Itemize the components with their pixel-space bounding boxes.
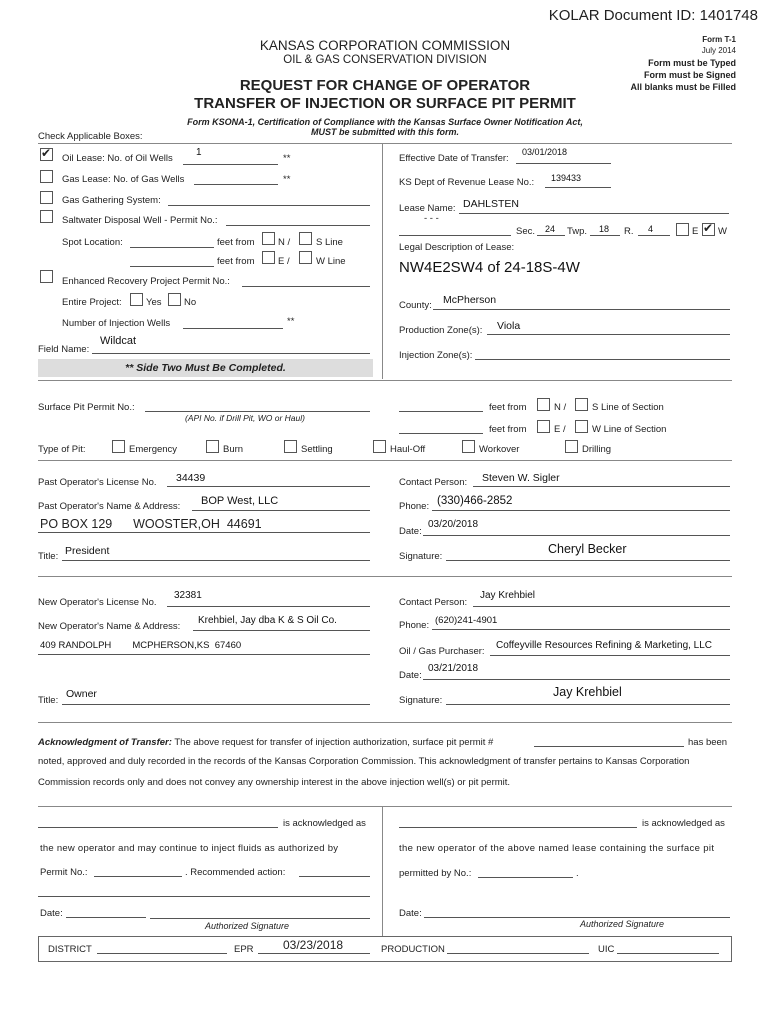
pit-s-checkbox[interactable]	[575, 398, 588, 411]
spot-location-label: Spot Location:	[62, 237, 123, 248]
epr-date-value[interactable]: 03/23/2018	[283, 938, 344, 952]
range-w-checkbox[interactable]	[702, 223, 715, 236]
pit-emergency-checkbox[interactable]	[112, 440, 125, 453]
new-license-value[interactable]: 32381	[174, 590, 202, 601]
new-title-value[interactable]: Owner	[66, 688, 97, 700]
range-e-checkbox[interactable]	[676, 223, 689, 236]
twp-value[interactable]: 18	[599, 224, 610, 234]
enhanced-recovery-checkbox[interactable]	[40, 270, 53, 283]
new-operator-name-value[interactable]: Krehbiel, Jay dba K & S Oil Co.	[198, 615, 337, 626]
check-mark-icon: ✔	[703, 221, 714, 235]
new-phone-value[interactable]: (620)241-4901	[435, 615, 498, 626]
form-title-line2: TRANSFER OF INJECTION OR SURFACE PIT PERMIT	[194, 95, 576, 112]
new-operator-address-value[interactable]: 409 RANDOLPH MCPHERSON,KS 67460	[40, 640, 242, 651]
oil-wells-value[interactable]: 1	[196, 147, 202, 158]
note-signed: Form must be Signed	[643, 70, 736, 80]
past-phone-value[interactable]: (330)466-2852	[437, 495, 513, 507]
swd-label: Saltwater Disposal Well - Permit No.:	[62, 215, 218, 226]
new-date-value[interactable]: 03/21/2018	[428, 663, 479, 674]
range-value[interactable]: 4	[648, 224, 654, 234]
gas-lease-label: Gas Lease: No. of Gas Wells	[62, 174, 185, 185]
form-title-line1: REQUEST FOR CHANGE OF OPERATOR	[239, 77, 531, 94]
oil-lease-checkbox[interactable]	[40, 148, 53, 161]
document-id: KOLAR Document ID: 1401748	[548, 7, 758, 24]
acknowledgment-line1: Acknowledgment of Transfer: The above request for transfer of injection authorization, surface pit permit #	[38, 737, 494, 748]
field-name-value[interactable]: Wildcat	[100, 335, 137, 347]
effective-date-value[interactable]: 03/01/2018	[522, 147, 568, 157]
pit-drilling-checkbox[interactable]	[565, 440, 578, 453]
form-date: July 2014	[701, 46, 736, 55]
past-operator-address-value[interactable]: PO BOX 129 WOOSTER,OH 44691	[40, 517, 262, 531]
agency-division: OIL & GAS CONSERVATION DIVISION	[283, 54, 487, 66]
ksona-note-2: MUST be submitted with this form.	[311, 127, 459, 137]
gas-gathering-checkbox[interactable]	[40, 191, 53, 204]
pit-burn-checkbox[interactable]	[206, 440, 219, 453]
note-typed: Form must be Typed	[648, 58, 736, 68]
enhanced-recovery-label: Enhanced Recovery Project Permit No.:	[62, 276, 230, 287]
spot-e-checkbox[interactable]	[262, 251, 275, 264]
new-contact-value[interactable]: Jay Krehbiel	[480, 590, 536, 601]
pit-workover-checkbox[interactable]	[462, 440, 475, 453]
lease-name-value[interactable]: DAHLSTEN	[463, 198, 520, 210]
past-contact-value[interactable]: Steven W. Sigler	[482, 472, 560, 484]
pit-e-checkbox[interactable]	[537, 420, 550, 433]
agency-name: KANSAS CORPORATION COMMISSION	[259, 38, 511, 53]
gas-lease-checkbox[interactable]	[40, 170, 53, 183]
past-license-value[interactable]: 34439	[176, 472, 206, 484]
ks-lease-value[interactable]: 139433	[551, 173, 582, 183]
spot-w-checkbox[interactable]	[299, 251, 312, 264]
pit-haul-off-checkbox[interactable]	[373, 440, 386, 453]
pit-n-checkbox[interactable]	[537, 398, 550, 411]
gas-gathering-label: Gas Gathering System:	[62, 195, 161, 206]
past-signature-value[interactable]: Cheryl Becker	[548, 542, 627, 556]
sec-value[interactable]: 24	[545, 224, 556, 234]
pit-w-checkbox[interactable]	[575, 420, 588, 433]
acknowledgment-line2: noted, approved and duly recorded in the records of the Kansas Corporation Commission. This acknowledgment of transfer pertains to Kansas Corporation	[38, 756, 690, 767]
side-two-notice: ** Side Two Must Be Completed.	[38, 359, 373, 377]
entire-project-yes-checkbox[interactable]	[130, 293, 143, 306]
entire-project-no-checkbox[interactable]	[168, 293, 181, 306]
oil-lease-label: Oil Lease: No. of Oil Wells	[62, 153, 173, 164]
past-title-value[interactable]: President	[65, 545, 110, 557]
spot-n-checkbox[interactable]	[262, 232, 275, 245]
purchaser-value[interactable]: Coffeyville Resources Refining & Marketing, LLC	[496, 640, 713, 651]
pit-settling-checkbox[interactable]	[284, 440, 297, 453]
acknowledgment-line3: Commission records only and does not convey any ownership interest in the above injection well(s) or pit permit.	[38, 777, 511, 788]
past-date-value[interactable]: 03/20/2018	[428, 519, 479, 530]
county-value[interactable]: McPherson	[443, 294, 497, 306]
spot-s-checkbox[interactable]	[299, 232, 312, 245]
form-number: Form T-1	[702, 35, 736, 44]
new-signature-value[interactable]: Jay Krehbiel	[553, 685, 622, 699]
past-operator-name-value[interactable]: BOP West, LLC	[201, 495, 279, 507]
ksona-note-1: Form KSONA-1, Certification of Compliance with the Kansas Surface Owner Notification Act,	[187, 117, 583, 127]
note-filled: All blanks must be Filled	[630, 82, 736, 92]
swd-checkbox[interactable]	[40, 210, 53, 223]
legal-description-value[interactable]: NW4E2SW4 of 24-18S-4W	[399, 259, 580, 276]
production-zone-value[interactable]: Viola	[497, 320, 521, 332]
check-mark-icon: ✔	[41, 146, 52, 160]
check-boxes-label: Check Applicable Boxes:	[38, 131, 143, 142]
